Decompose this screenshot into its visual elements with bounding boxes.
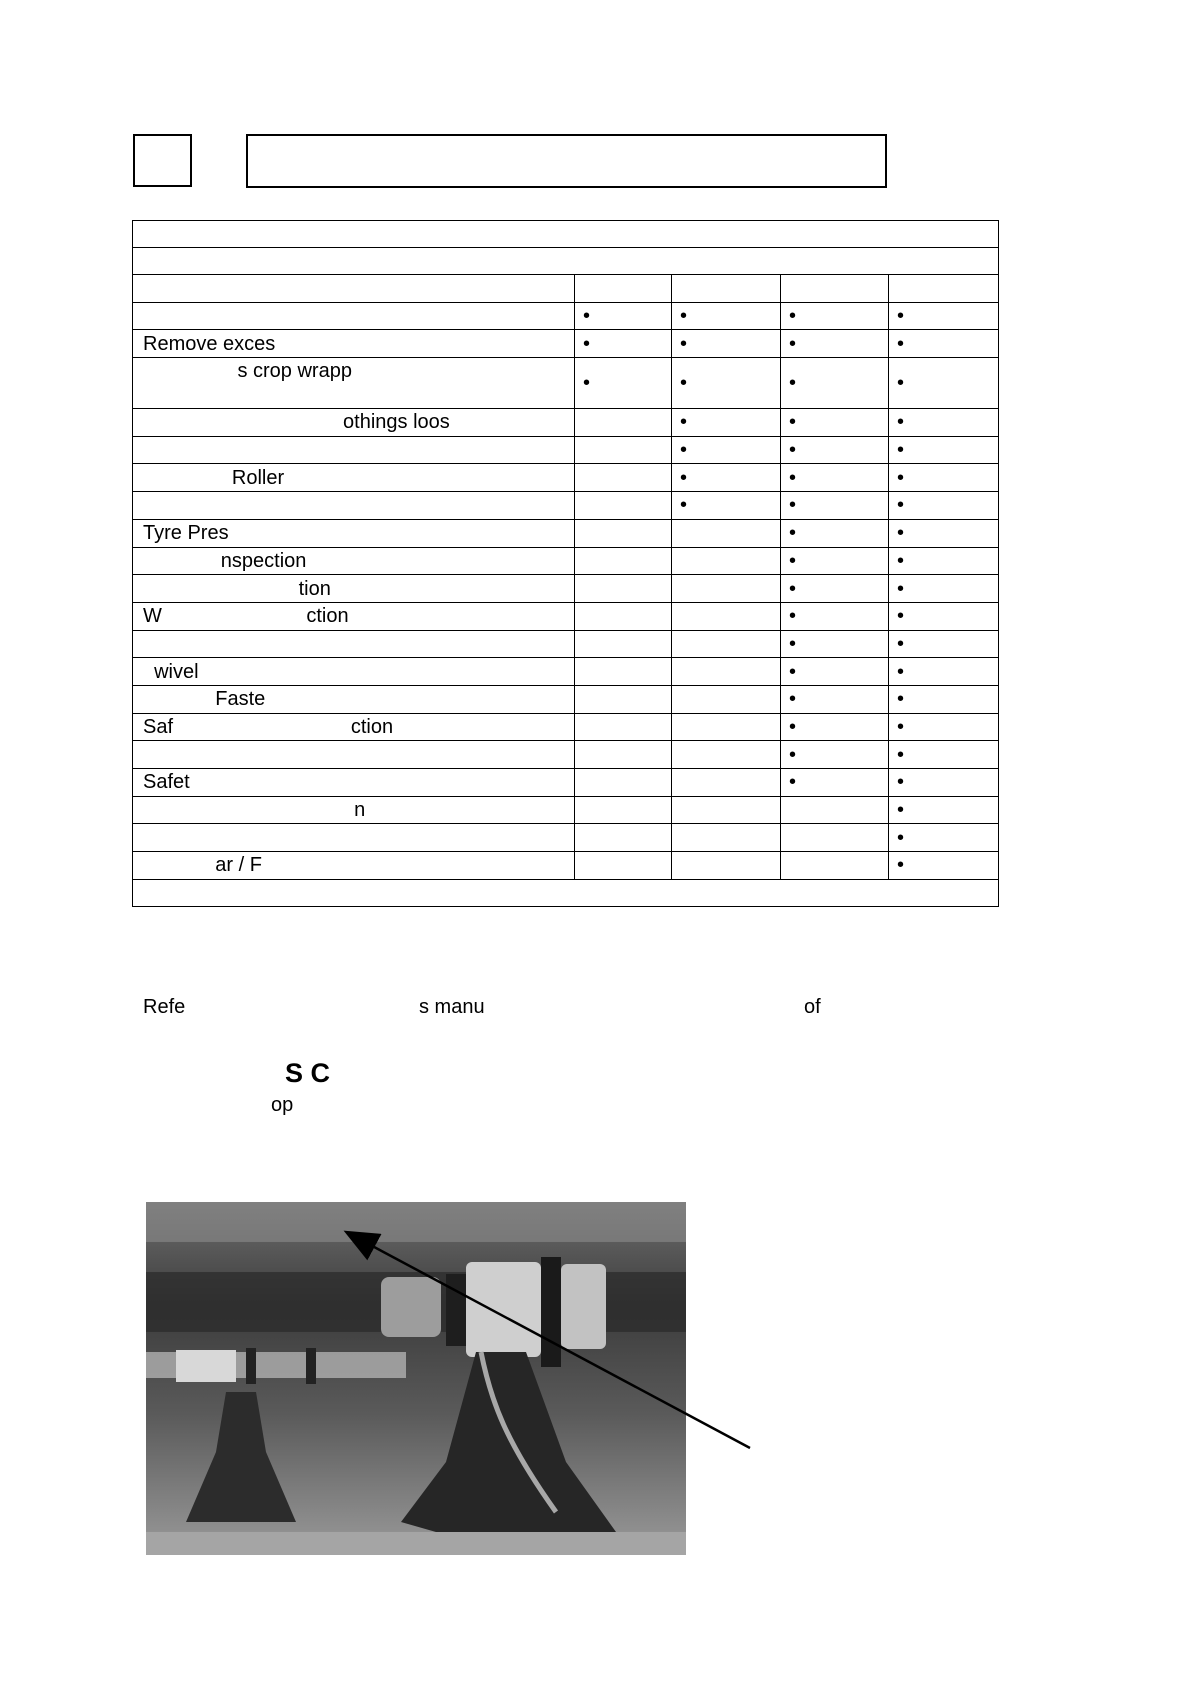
table-row	[133, 302, 999, 330]
section-number-box	[133, 134, 192, 187]
table-row	[133, 409, 999, 437]
check-mark: •	[781, 658, 889, 686]
task-cell: wivel	[133, 658, 575, 686]
table-subtitle-row	[133, 248, 999, 275]
check-mark: •	[672, 358, 781, 409]
check-mark	[575, 741, 672, 769]
check-mark: •	[889, 852, 999, 880]
check-mark: •	[672, 409, 781, 437]
reference-text-part: Refe	[143, 996, 186, 1018]
check-mark	[781, 852, 889, 880]
check-mark: •	[889, 741, 999, 769]
task-cell: Safet	[133, 769, 575, 797]
check-mark: •	[781, 741, 889, 769]
task-cell	[133, 492, 575, 520]
table-row	[133, 492, 999, 520]
check-mark: •	[889, 492, 999, 520]
check-mark: •	[781, 358, 889, 409]
table-title-row	[133, 221, 999, 248]
table-row	[133, 464, 999, 492]
check-mark: •	[889, 464, 999, 492]
check-mark: •	[889, 658, 999, 686]
task-cell	[133, 436, 575, 464]
check-mark	[575, 685, 672, 713]
check-mark	[575, 713, 672, 741]
check-mark	[575, 602, 672, 630]
check-mark	[672, 741, 781, 769]
task-cell: Remove exces	[133, 330, 575, 358]
table-row	[133, 741, 999, 769]
task-cell	[133, 630, 575, 658]
check-mark: •	[889, 519, 999, 547]
task-cell	[133, 302, 575, 330]
check-mark	[575, 630, 672, 658]
task-cell: n	[133, 796, 575, 824]
check-mark: •	[672, 302, 781, 330]
check-mark	[672, 852, 781, 880]
machine-part-photo	[146, 1202, 686, 1555]
check-mark: •	[889, 358, 999, 409]
section-heading: S C	[285, 1058, 331, 1088]
check-mark	[575, 796, 672, 824]
maintenance-schedule-table	[132, 220, 999, 907]
check-mark: •	[781, 409, 889, 437]
check-mark: •	[889, 685, 999, 713]
task-cell: nspection	[133, 547, 575, 575]
task-cell	[133, 824, 575, 852]
table-header-row	[133, 275, 999, 303]
check-mark: •	[575, 302, 672, 330]
check-mark: •	[889, 769, 999, 797]
check-mark	[672, 602, 781, 630]
check-mark: •	[575, 330, 672, 358]
table-footer-row	[133, 879, 999, 906]
photo-illustration	[146, 1202, 686, 1555]
check-mark: •	[889, 302, 999, 330]
check-mark: •	[781, 330, 889, 358]
task-cell: ar / F	[133, 852, 575, 880]
check-mark: •	[781, 547, 889, 575]
task-cell: othings loos	[133, 409, 575, 437]
check-mark	[575, 852, 672, 880]
check-mark	[672, 630, 781, 658]
table-row	[133, 519, 999, 547]
table-row	[133, 436, 999, 464]
table-row	[133, 547, 999, 575]
check-mark: •	[672, 492, 781, 520]
task-cell: Faste	[133, 685, 575, 713]
table-row	[133, 330, 999, 358]
check-mark	[672, 547, 781, 575]
task-cell: tion	[133, 575, 575, 603]
check-mark	[672, 796, 781, 824]
check-mark: •	[889, 630, 999, 658]
check-mark: •	[781, 713, 889, 741]
check-mark	[575, 658, 672, 686]
table-row	[133, 658, 999, 686]
table-row	[133, 358, 999, 409]
check-mark: •	[672, 436, 781, 464]
check-mark: •	[781, 436, 889, 464]
check-mark: •	[889, 713, 999, 741]
check-mark	[575, 464, 672, 492]
reference-text-part: of	[804, 996, 821, 1018]
check-mark	[575, 575, 672, 603]
check-mark: •	[889, 547, 999, 575]
section-title-box	[246, 134, 887, 188]
table-row	[133, 575, 999, 603]
reference-text-part: s manu	[419, 996, 485, 1018]
table-row	[133, 769, 999, 797]
check-mark	[672, 713, 781, 741]
check-mark: •	[889, 796, 999, 824]
check-mark: •	[781, 630, 889, 658]
check-mark	[575, 519, 672, 547]
check-mark	[575, 824, 672, 852]
check-mark: •	[781, 492, 889, 520]
table-row	[133, 796, 999, 824]
check-mark	[672, 824, 781, 852]
check-mark	[575, 492, 672, 520]
check-mark	[672, 685, 781, 713]
check-mark	[672, 575, 781, 603]
task-cell: s crop wrapp	[133, 358, 575, 409]
check-mark: •	[889, 436, 999, 464]
reference-note	[143, 996, 943, 1020]
table-row	[133, 852, 999, 880]
check-mark: •	[889, 330, 999, 358]
table-row	[133, 713, 999, 741]
check-mark: •	[781, 769, 889, 797]
check-mark	[672, 658, 781, 686]
check-mark	[672, 769, 781, 797]
table-row	[133, 602, 999, 630]
check-mark: •	[575, 358, 672, 409]
check-mark: •	[889, 602, 999, 630]
check-mark: •	[672, 464, 781, 492]
check-mark: •	[781, 602, 889, 630]
table-row	[133, 630, 999, 658]
check-mark: •	[672, 330, 781, 358]
check-mark: •	[889, 824, 999, 852]
check-mark	[575, 436, 672, 464]
table-row	[133, 685, 999, 713]
check-mark	[575, 547, 672, 575]
check-mark	[781, 824, 889, 852]
check-mark: •	[781, 575, 889, 603]
check-mark: •	[889, 409, 999, 437]
check-mark: •	[781, 302, 889, 330]
check-mark: •	[889, 575, 999, 603]
check-mark	[575, 769, 672, 797]
check-mark	[575, 409, 672, 437]
table-row	[133, 824, 999, 852]
task-cell: Saf ction	[133, 713, 575, 741]
task-cell: Tyre Pres	[133, 519, 575, 547]
check-mark	[672, 519, 781, 547]
check-mark: •	[781, 464, 889, 492]
check-mark: •	[781, 685, 889, 713]
check-mark	[781, 796, 889, 824]
section-subtext: op	[271, 1094, 294, 1116]
check-mark: •	[781, 519, 889, 547]
task-cell: Roller	[133, 464, 575, 492]
task-cell	[133, 741, 575, 769]
task-cell: W ction	[133, 602, 575, 630]
